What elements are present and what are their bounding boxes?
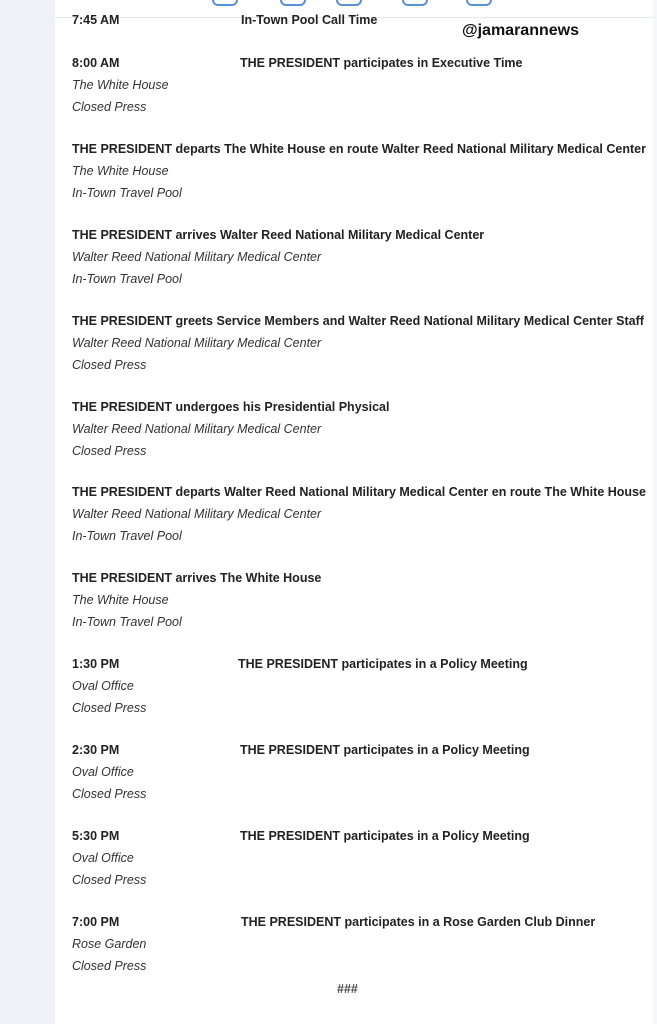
entry-time: 7:45 AM [72, 13, 120, 27]
toolbar-icon[interactable] [212, 0, 238, 6]
entry-location: Walter Reed National Military Medical Center [72, 336, 322, 350]
entry-press: Closed Press [72, 358, 147, 372]
entry-press: In-Town Travel Pool [72, 272, 182, 286]
entry-press: Closed Press [72, 100, 147, 114]
entry-time: 2:30 PM [72, 743, 120, 757]
entry-event: THE PRESIDENT participates in Executive Time [240, 56, 523, 70]
entry-event: In-Town Pool Call Time [241, 13, 378, 27]
entry-time: 1:30 PM [72, 657, 120, 671]
entry-event: THE PRESIDENT participates in a Rose Garden Club Dinner [241, 915, 596, 929]
entry-event: THE PRESIDENT undergoes his Presidential Physical [72, 400, 390, 414]
entry-location: The White House [72, 164, 169, 178]
entry-press: Closed Press [72, 873, 147, 887]
entry-event: THE PRESIDENT arrives The White House [72, 571, 322, 585]
entry-time: 5:30 PM [72, 829, 120, 843]
entry-event: THE PRESIDENT participates in a Policy Meeting [238, 657, 528, 671]
entry-press: Closed Press [72, 959, 147, 973]
toolbar-icon[interactable] [402, 0, 428, 6]
entry-press: In-Town Travel Pool [72, 186, 182, 200]
toolbar-icon[interactable] [336, 0, 362, 6]
entry-location: Walter Reed National Military Medical Center [72, 422, 322, 436]
scrollbar[interactable] [653, 0, 657, 1024]
entry-event: THE PRESIDENT greets Service Members and Walter Reed National Military Medical Center Staff [72, 314, 644, 328]
entry-location: Walter Reed National Military Medical Center [72, 250, 322, 264]
toolbar-icon[interactable] [280, 0, 306, 6]
entry-event: THE PRESIDENT departs Walter Reed National Military Medical Center en route The White House [72, 485, 646, 499]
entry-location: Walter Reed National Military Medical Center [72, 507, 322, 521]
entry-location: Oval Office [72, 851, 134, 865]
toolbar-icon[interactable] [466, 0, 492, 6]
entry-press: Closed Press [72, 444, 147, 458]
entry-event: THE PRESIDENT participates in a Policy Meeting [240, 829, 530, 843]
entry-press: Closed Press [72, 701, 147, 715]
entry-event: THE PRESIDENT departs The White House en route Walter Reed National Military Medical Center [72, 142, 646, 156]
entry-press: In-Town Travel Pool [72, 529, 182, 543]
entry-location: The White House [72, 593, 169, 607]
entry-event: THE PRESIDENT arrives Walter Reed National Military Medical Center [72, 228, 485, 242]
entry-location: The White House [72, 78, 169, 92]
entry-location: Oval Office [72, 679, 134, 693]
entry-location: Rose Garden [72, 937, 147, 951]
watermark: @jamarannews [462, 22, 579, 39]
entry-press: In-Town Travel Pool [72, 615, 182, 629]
entry-time: 8:00 AM [72, 56, 120, 70]
entry-time: 7:00 PM [72, 915, 120, 929]
end-marker: ### [337, 982, 358, 996]
entry-location: Oval Office [72, 765, 134, 779]
entry-press: Closed Press [72, 787, 147, 801]
entry-event: THE PRESIDENT participates in a Policy Meeting [240, 743, 530, 757]
